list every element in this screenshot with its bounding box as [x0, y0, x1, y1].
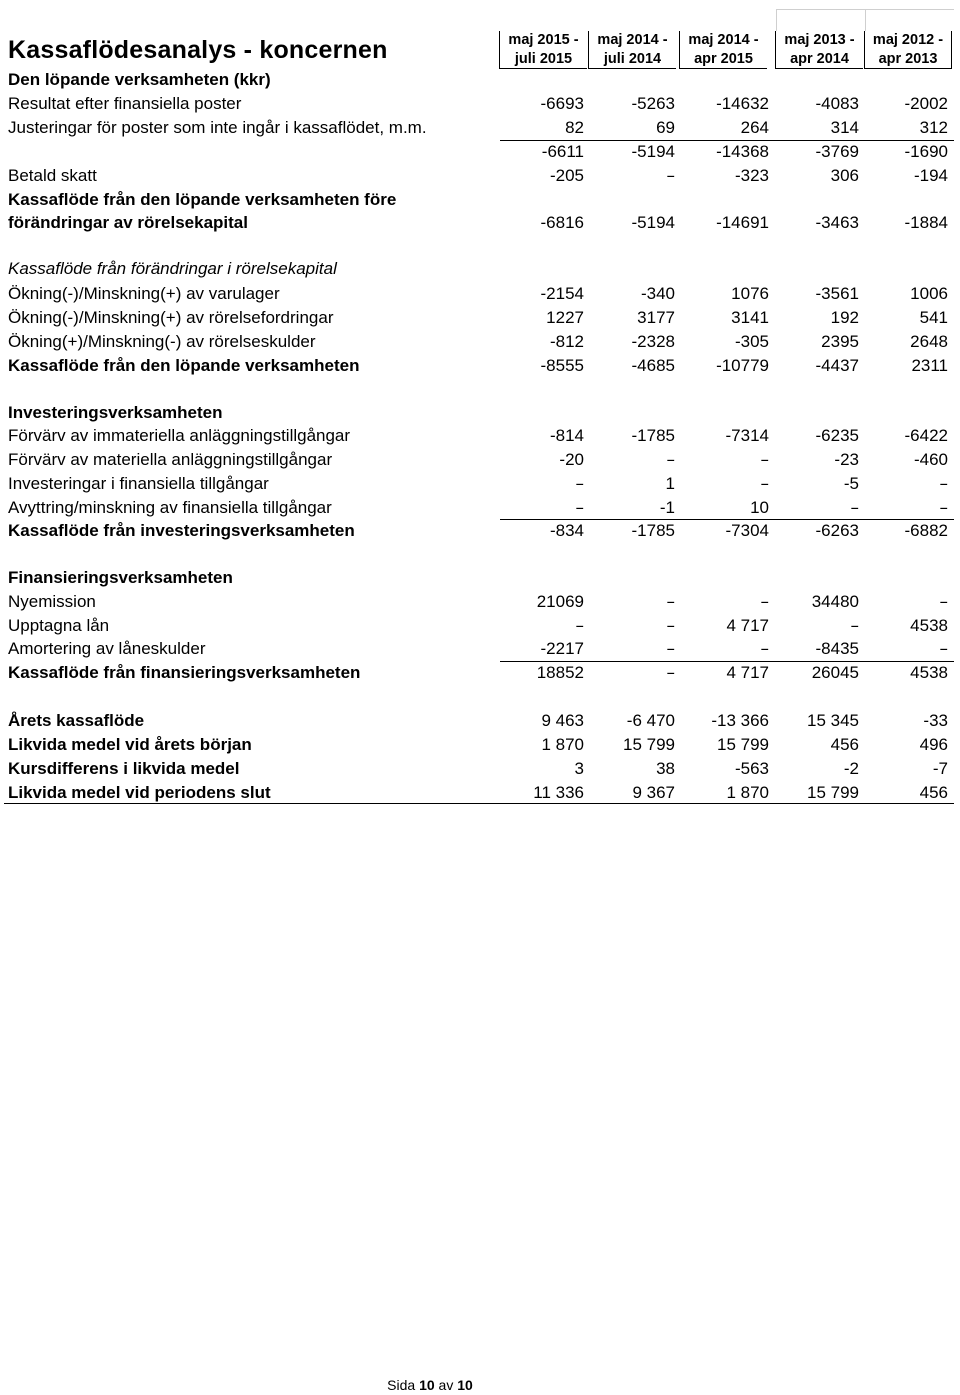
row-value: 4538	[910, 616, 948, 635]
row-value: -6882	[904, 521, 948, 540]
table-row	[0, 189, 960, 213]
row-label: Likvida medel vid årets början	[8, 735, 252, 754]
subtotal-underline	[500, 140, 954, 141]
table-row	[0, 93, 960, 117]
row-value: 38	[656, 759, 675, 778]
row-value: –	[666, 166, 675, 186]
row-value: -6263	[815, 521, 859, 540]
table-row	[0, 758, 960, 782]
row-value: 15 799	[623, 735, 675, 754]
row-value: -4685	[631, 356, 675, 375]
row-value: –	[666, 592, 675, 612]
row-label: Årets kassaflöde	[8, 711, 145, 730]
table-row	[0, 212, 960, 236]
row-value: -5263	[631, 94, 675, 113]
row-value: -33	[923, 711, 948, 730]
row-value: -814	[549, 426, 584, 445]
row-label: Investeringsverksamheten	[8, 403, 223, 422]
column-header-line2: juli 2015	[514, 51, 573, 67]
column-header-line2: apr 2014	[790, 51, 849, 67]
row-label: Den löpande verksamheten (kkr)	[8, 70, 271, 89]
row-value: –	[760, 474, 769, 494]
row-value: 2395	[821, 332, 859, 351]
row-value: -4437	[815, 356, 859, 375]
row-value: –	[666, 639, 675, 659]
row-value: -305	[734, 332, 769, 351]
table-row	[0, 425, 960, 449]
row-value: 15 799	[807, 783, 859, 802]
row-value: –	[575, 616, 584, 636]
footer-page-total: 10	[457, 1377, 473, 1393]
row-value: 264	[740, 118, 769, 137]
row-value: -2328	[631, 332, 675, 351]
row-value: -8555	[540, 356, 584, 375]
row-value: –	[850, 498, 859, 518]
row-label: Kassaflöde från investeringsverksamheten	[8, 521, 355, 540]
row-label: Betald skatt	[8, 166, 97, 185]
row-label: Ökning(+)/Minskning(-) av rörelseskulder	[8, 332, 316, 351]
row-value: -3769	[815, 142, 859, 161]
row-value: 4538	[910, 663, 948, 682]
table-row	[0, 662, 960, 686]
row-label: Förvärv av materiella anläggningstillgångar	[8, 450, 333, 469]
row-value: 4 717	[726, 616, 769, 635]
table-row	[0, 307, 960, 331]
table-row	[0, 638, 960, 662]
row-value: -5	[843, 474, 859, 493]
row-value: 34480	[811, 592, 859, 611]
header-gridline	[777, 9, 865, 10]
row-value: 1 870	[726, 783, 769, 802]
row-value: -812	[549, 332, 584, 351]
row-value: –	[939, 498, 948, 518]
row-value: -2217	[540, 639, 584, 658]
row-value: -3463	[815, 213, 859, 232]
row-value: –	[760, 592, 769, 612]
row-value: 10	[750, 498, 769, 517]
row-value: 3141	[731, 308, 769, 327]
column-header-line1: maj 2014 -	[688, 32, 759, 48]
row-value: -1884	[904, 213, 948, 232]
footer-middle: av	[434, 1377, 458, 1393]
row-value: -7314	[725, 426, 769, 445]
row-value: -6816	[540, 213, 584, 232]
table-row	[0, 567, 960, 591]
row-label: Investeringar i finansiella tillgångar	[8, 474, 269, 493]
row-value: 1076	[731, 284, 769, 303]
table-row	[0, 141, 960, 165]
row-value: 1	[665, 474, 675, 493]
row-value: 496	[919, 735, 948, 754]
table-row	[0, 331, 960, 355]
row-label: Kursdifferens i likvida medel	[8, 759, 240, 778]
page-title: Kassaflödesanalys - koncernen	[8, 36, 388, 64]
row-value: 1 870	[541, 735, 584, 754]
row-value: 11 336	[533, 783, 584, 802]
table-row	[0, 449, 960, 473]
row-value: 306	[830, 166, 859, 185]
row-value: -460	[913, 450, 948, 469]
row-value: 2311	[911, 356, 948, 375]
row-value: 3	[574, 759, 584, 778]
row-value: –	[760, 450, 769, 470]
row-value: 18852	[536, 663, 584, 682]
row-value: 4 717	[726, 663, 769, 682]
row-value: -1785	[631, 521, 675, 540]
row-value: 21069	[536, 592, 584, 611]
row-label: Förvärv av immateriella anläggningstillgångar	[8, 426, 351, 445]
row-value: 541	[919, 308, 948, 327]
row-value: -7	[932, 759, 948, 778]
row-value: -1785	[631, 426, 675, 445]
row-value: –	[575, 498, 584, 518]
row-value: -4083	[815, 94, 859, 113]
row-label: Justeringar för poster som inte ingår i kassaflödet, m.m.	[8, 118, 427, 137]
row-value: 312	[919, 118, 948, 137]
header-gridline	[865, 9, 866, 31]
footer-page-number: 10	[419, 1377, 435, 1393]
table-row	[0, 734, 960, 758]
row-value: 26045	[811, 663, 859, 682]
row-value: -7304	[725, 521, 769, 540]
row-value: 15 345	[807, 711, 859, 730]
row-value: –	[939, 592, 948, 612]
row-value: -1690	[904, 142, 948, 161]
row-value: 3177	[637, 308, 675, 327]
row-value: 1006	[910, 284, 948, 303]
column-header-maj2014-juli2014	[588, 31, 676, 69]
row-value: 456	[919, 783, 948, 802]
page-footer	[0, 1377, 860, 1393]
footer-prefix: Sida	[387, 1377, 420, 1393]
row-value: –	[666, 663, 675, 683]
row-label: Avyttring/minskning av finansiella tillgångar	[8, 498, 332, 517]
column-header-line1: maj 2013 -	[784, 32, 855, 48]
row-value: -14691	[716, 213, 769, 232]
table-row	[0, 497, 960, 521]
row-value: -14368	[716, 142, 769, 161]
row-value: –	[760, 639, 769, 659]
row-label: Kassaflöde från den löpande verksamheten	[8, 356, 360, 375]
row-value: 82	[565, 118, 584, 137]
row-value: -13 366	[711, 711, 769, 730]
table-row	[0, 615, 960, 639]
row-value: -20	[559, 450, 584, 469]
row-value: 1227	[546, 308, 584, 327]
row-value: 2648	[910, 332, 948, 351]
row-value: -563	[734, 759, 769, 778]
row-value: -5194	[631, 213, 675, 232]
subtotal-underline	[500, 519, 954, 520]
column-header-maj2015-juli2015	[499, 31, 587, 69]
row-value: –	[850, 616, 859, 636]
table-row	[0, 520, 960, 544]
row-value: -3561	[815, 284, 859, 303]
row-value: -323	[734, 166, 769, 185]
row-value: -6611	[541, 142, 584, 161]
row-value: –	[666, 616, 675, 636]
row-value: -8435	[815, 639, 859, 658]
column-header-line1: maj 2015 -	[508, 32, 579, 48]
row-label: Kassaflöde från den löpande verksamheten före	[8, 190, 397, 209]
subtotal-underline	[500, 661, 954, 662]
column-header-maj2013-apr2014	[775, 31, 863, 69]
row-value: -340	[640, 284, 675, 303]
row-value: -5194	[631, 142, 675, 161]
row-value: -2154	[540, 284, 584, 303]
row-value: -834	[549, 521, 584, 540]
row-value: -23	[834, 450, 859, 469]
row-value: -2	[843, 759, 859, 778]
row-value: 15 799	[717, 735, 769, 754]
row-value: -205	[549, 166, 584, 185]
row-value: –	[575, 474, 584, 494]
table-row	[0, 165, 960, 189]
table-row	[0, 402, 960, 426]
table-row	[0, 283, 960, 307]
table-row	[0, 710, 960, 734]
row-label: Finansieringsverksamheten	[8, 568, 233, 587]
row-value: –	[666, 450, 675, 470]
column-header-maj2014-apr2015	[679, 31, 767, 69]
column-header-maj2012-apr2013	[864, 31, 952, 69]
row-label: Ökning(-)/Minskning(+) av varulager	[8, 284, 280, 303]
row-value: -6422	[904, 426, 948, 445]
row-value: -2002	[904, 94, 948, 113]
total-underline	[4, 803, 954, 804]
header-gridline	[776, 9, 777, 31]
row-value: -1	[659, 498, 675, 517]
row-value: 192	[830, 308, 859, 327]
row-value: 9 367	[632, 783, 675, 802]
row-value: -10779	[716, 356, 769, 375]
table-row	[0, 258, 960, 282]
row-value: -6235	[815, 426, 859, 445]
row-value: –	[939, 474, 948, 494]
table-row	[0, 473, 960, 497]
column-header-line2: juli 2014	[603, 51, 662, 67]
row-value: -14632	[716, 94, 769, 113]
column-header-line2: apr 2015	[694, 51, 753, 67]
row-value: 9 463	[541, 711, 584, 730]
column-header-line2: apr 2013	[878, 51, 938, 67]
column-header-line1: maj 2012 -	[872, 32, 944, 48]
table-row	[0, 591, 960, 615]
row-value: 314	[830, 118, 859, 137]
column-header-line1: maj 2014 -	[597, 32, 668, 48]
table-row	[0, 355, 960, 379]
row-value: -6 470	[626, 711, 675, 730]
header-gridline	[866, 9, 954, 10]
row-label: förändringar av rörelsekapital	[8, 213, 248, 232]
row-label: Resultat efter finansiella poster	[8, 94, 242, 113]
row-label: Nyemission	[8, 592, 96, 611]
table-row	[0, 69, 960, 93]
row-value: -194	[913, 166, 948, 185]
row-label: Likvida medel vid periodens slut	[8, 783, 271, 802]
row-label: Amortering av låneskulder	[8, 639, 206, 658]
table-row	[0, 117, 960, 141]
row-label: Upptagna lån	[8, 616, 110, 635]
row-label: Kassaflöde från förändringar i rörelsekapital	[8, 259, 337, 278]
row-label: Ökning(-)/Minskning(+) av rörelsefordringar	[8, 308, 334, 327]
row-value: 69	[656, 118, 675, 137]
row-value: 456	[830, 735, 859, 754]
row-value: -6693	[540, 94, 584, 113]
row-value: –	[939, 639, 948, 659]
row-label: Kassaflöde från finansieringsverksamheten	[8, 663, 361, 682]
